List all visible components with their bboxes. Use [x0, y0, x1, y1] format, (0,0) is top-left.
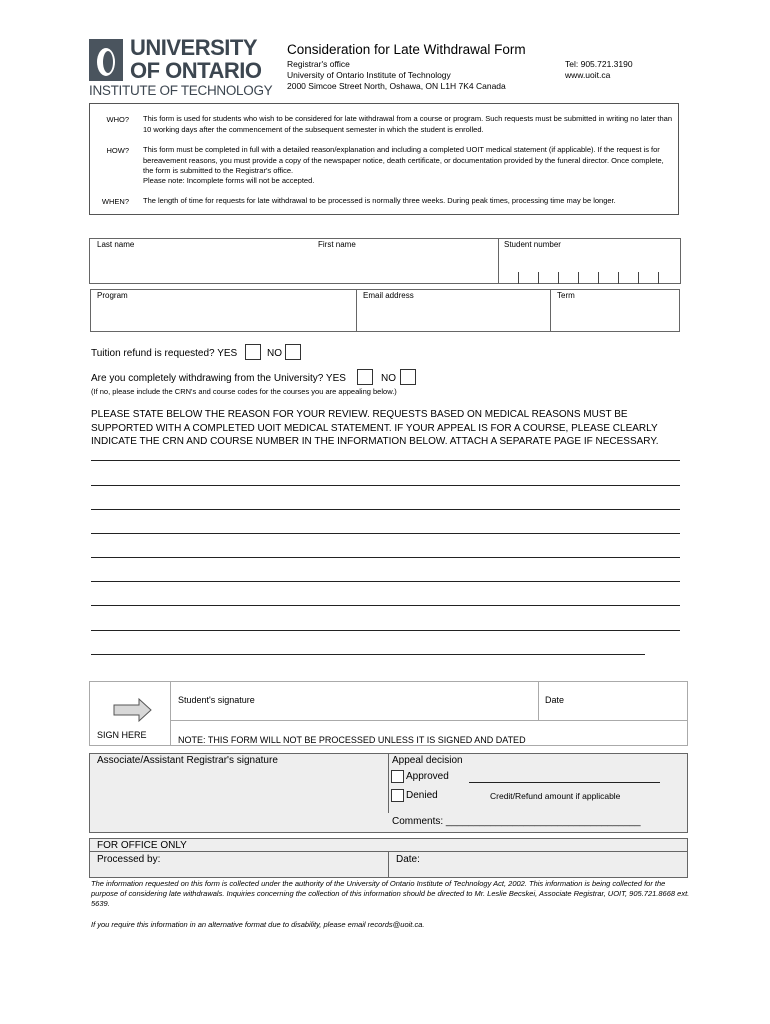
date-label: Date: [545, 695, 565, 705]
logo-university: UNIVERSITY: [130, 35, 258, 60]
divider: [170, 720, 687, 721]
logo-of-ontario: OF ONTARIO: [130, 58, 262, 83]
when-label: WHEN?: [101, 197, 129, 206]
reason-line[interactable]: [91, 581, 680, 582]
withdraw-yes-checkbox[interactable]: [357, 369, 373, 385]
approved-checkbox[interactable]: [391, 770, 404, 783]
student-signature-label: Student's signature: [178, 695, 255, 705]
office-only-title: FOR OFFICE ONLY: [97, 840, 187, 851]
alternative-format-note: If you require this information in an alternative format due to disability, please email records@uoit.ca.: [91, 920, 425, 929]
who-label: WHO?: [106, 115, 129, 124]
name-input-area[interactable]: [91, 252, 496, 282]
university-logo-icon: [89, 39, 123, 81]
signature-note: NOTE: THIS FORM WILL NOT BE PROCESSED UNLESS IT IS SIGNED AND DATED: [178, 735, 526, 745]
divider: [388, 851, 389, 878]
digit-separator: [618, 272, 619, 284]
digit-separator: [518, 272, 519, 284]
reason-line[interactable]: [91, 485, 680, 486]
withdraw-no-label: NO: [381, 373, 396, 384]
email-label: Email address: [363, 291, 414, 300]
how-label: HOW?: [106, 146, 129, 155]
withdraw-no-checkbox[interactable]: [400, 369, 416, 385]
student-signature-field[interactable]: [172, 706, 536, 719]
digit-separator: [578, 272, 579, 284]
divider: [388, 753, 389, 813]
last-name-label: Last name: [97, 240, 135, 249]
digit-separator: [658, 272, 659, 284]
withdraw-question: Are you completely withdrawing from the University? YES: [91, 373, 346, 384]
privacy-notice: The information requested on this form is collected under the authority of the University of Ontario Institute of Technology Act, 2002. This information is being collected for the purpose of considering late withdrawals. Inquiries concerning the collection of this information should be directed to Mr. Leslie Becskei, Associate Registrar, UOIT, 905.721.8668 ext. 5639.: [91, 879, 690, 908]
reason-line[interactable]: [91, 630, 680, 631]
date-field[interactable]: [540, 706, 686, 719]
digit-separator: [598, 272, 599, 284]
registrar-office: Registrar's office: [287, 59, 350, 69]
processed-by-label: Processed by:: [97, 854, 161, 865]
how-text: This form must be completed in full with a detailed reason/explanation and including a completed UOIT medical statement (if applicable). If the request is for bereavement reasons, you must provide a copy of the newspaper notice, death certificate, or documentation provided by the funeral director. Once complete, the form is submitted to the Registrar's office.: [143, 145, 664, 175]
reason-line[interactable]: [91, 605, 680, 606]
digit-separator: [558, 272, 559, 284]
arrow-right-icon: [113, 697, 153, 723]
divider: [550, 289, 551, 332]
when-text: The length of time for requests for late withdrawal to be processed is normally three weeks. During peak times, processing time may be longer.: [143, 196, 616, 205]
approved-label: Approved: [406, 771, 449, 782]
who-text: This form is used for students who wish to be considered for late withdrawal from a course or program. Such requests must be submitted in writing no later than 10 working days after the commencement of the subsequent semester in which the student is enrolled.: [143, 114, 672, 134]
address: 2000 Simcoe Street North, Oshawa, ON L1H 7K4 Canada: [287, 81, 506, 91]
student-number-label: Student number: [504, 240, 561, 249]
reason-line[interactable]: [91, 557, 680, 558]
divider: [170, 681, 171, 746]
registrar-signature-label: Associate/Assistant Registrar's signature: [97, 755, 278, 766]
institution-name: University of Ontario Institute of Technology: [287, 70, 451, 80]
reason-line[interactable]: [91, 654, 645, 655]
divider: [356, 289, 357, 332]
how-note: Please note: Incomplete forms will not be accepted.: [143, 176, 315, 185]
telephone: Tel: 905.721.3190: [565, 59, 633, 69]
digit-separator: [538, 272, 539, 284]
reason-line[interactable]: [91, 533, 680, 534]
withdraw-note: (If no, please include the CRN's and course codes for the courses you are appealing below.): [91, 387, 397, 396]
refund-yes-checkbox[interactable]: [245, 344, 261, 360]
refund-no-checkbox[interactable]: [285, 344, 301, 360]
digit-separator: [638, 272, 639, 284]
office-date-label: Date:: [396, 854, 420, 865]
program-label: Program: [97, 291, 128, 300]
term-label: Term: [557, 291, 575, 300]
form-title: Consideration for Late Withdrawal Form: [287, 42, 526, 57]
divider: [538, 681, 539, 721]
denied-checkbox[interactable]: [391, 789, 404, 802]
term-input[interactable]: [552, 303, 678, 330]
logo-institute: INSTITUTE OF TECHNOLOGY: [89, 83, 273, 98]
reason-line[interactable]: [91, 509, 680, 510]
website: www.uoit.ca: [565, 70, 611, 80]
reason-heading: PLEASE STATE BELOW THE REASON FOR YOUR REVIEW. REQUESTS BASED ON MEDICAL REASONS MUST BE SUPPORTED WITH A COMPLETED UOIT MEDICAL STATEMENT. IF YOUR APPEAL IS FOR A COURSE, PLEASE CLEARLY INDICATE THE CRN AND COURSE NUMBER IN THE INFORMATION BELOW. ATTACH A SEPARATE PAGE IF NECESSARY.: [91, 409, 659, 447]
divider: [498, 238, 499, 284]
approved-line[interactable]: [469, 782, 660, 783]
sign-here-label: SIGN HERE: [97, 730, 147, 740]
reason-line[interactable]: [91, 460, 680, 461]
refund-no-label: NO: [267, 348, 282, 359]
appeal-decision-label: Appeal decision: [392, 755, 463, 766]
program-input[interactable]: [92, 303, 354, 330]
credit-refund-label: Credit/Refund amount if applicable: [490, 791, 621, 801]
email-input[interactable]: [358, 303, 548, 330]
comments-label: Comments: ___________________________________: [392, 816, 641, 827]
first-name-label: First name: [318, 240, 356, 249]
student-number-input[interactable]: [500, 252, 679, 282]
refund-question: Tuition refund is requested? YES: [91, 348, 238, 359]
denied-label: Denied: [406, 790, 438, 801]
